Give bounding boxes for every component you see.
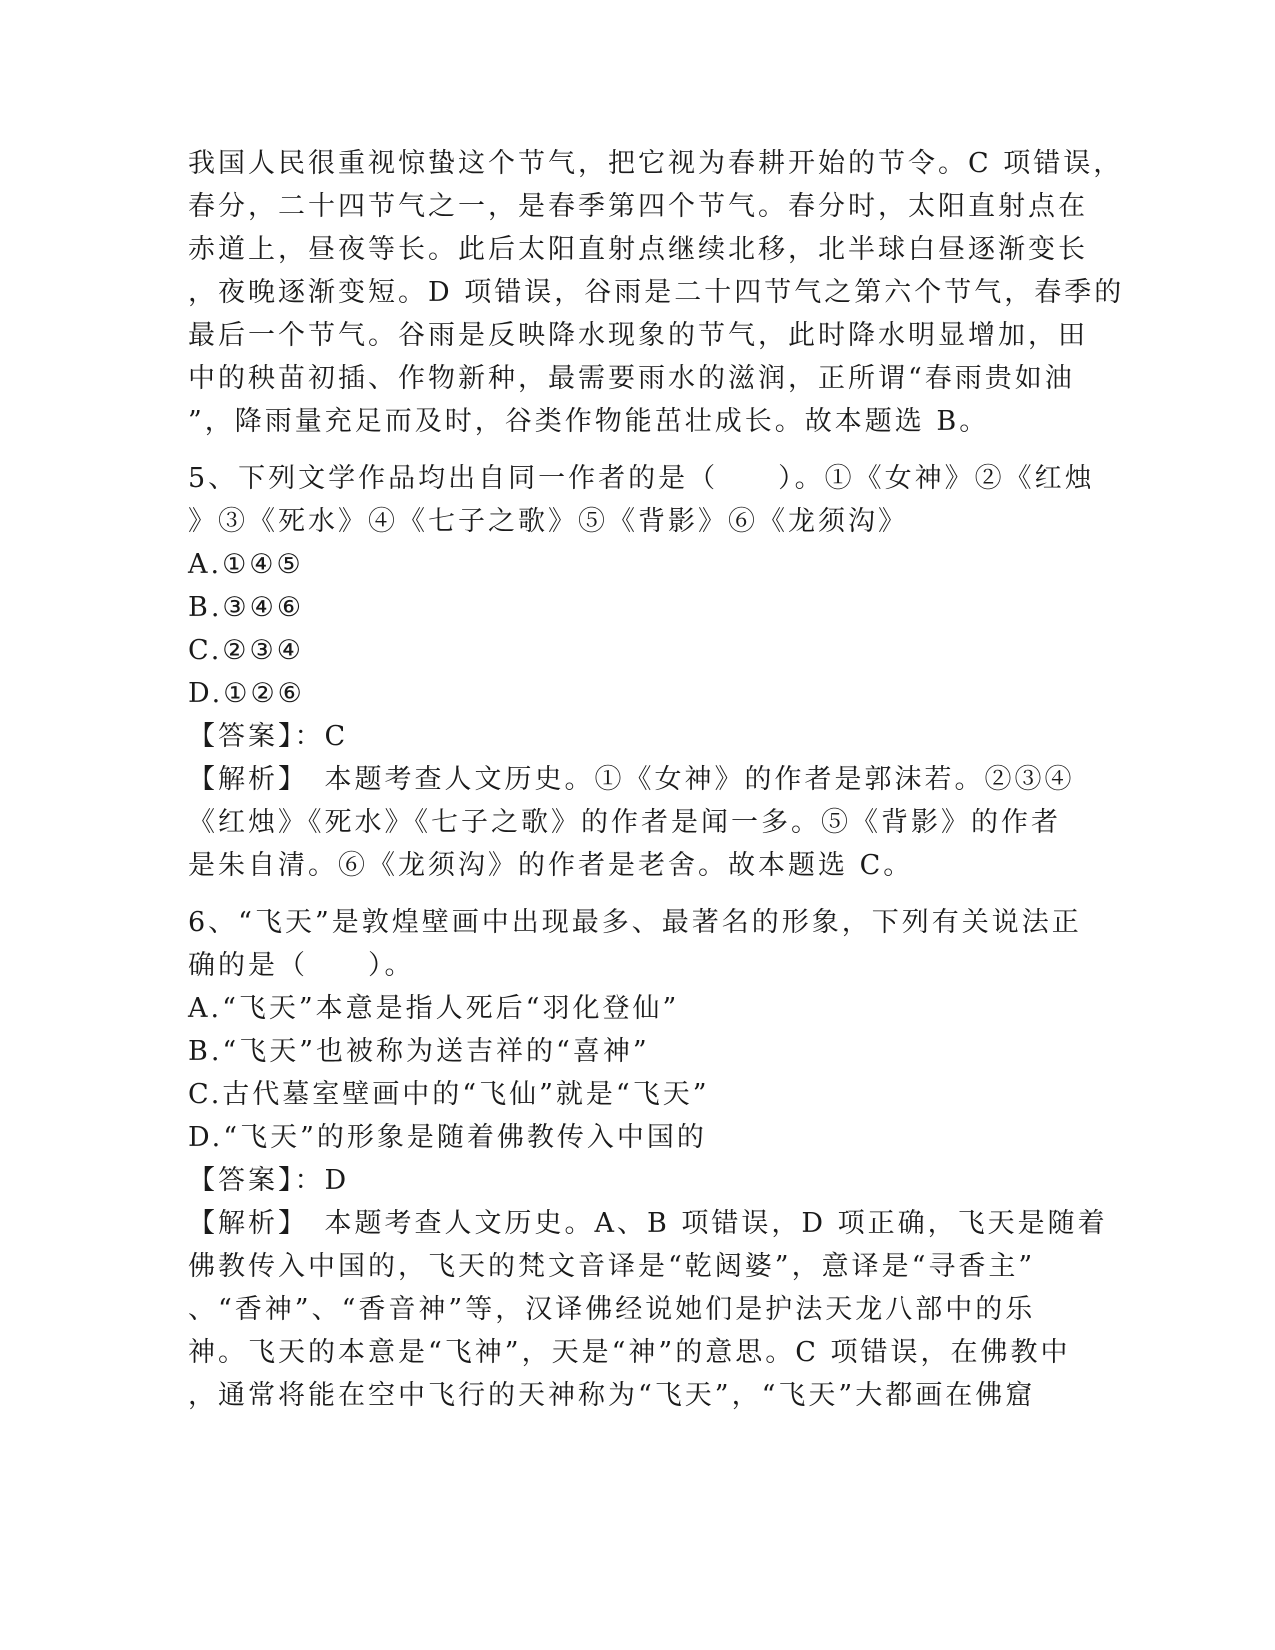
text-line: 最后一个节气。谷雨是反映降水现象的节气，此时降水明显增加，田 — [188, 320, 1088, 351]
intro-paragraph — [188, 142, 1125, 443]
answer-line: 【答案】：C — [188, 721, 349, 752]
spacer — [188, 443, 1088, 457]
option-b: B.“飞天”也被称为送吉祥的“喜神” — [188, 1036, 650, 1067]
text-line: ”，降雨量充足而及时，谷类作物能茁壮成长。故本题选 B。 — [188, 406, 990, 437]
analysis-line: 《红烛》《死水》《七子之歌》的作者是闻一多。⑤《背影》的作者 — [188, 807, 1061, 838]
option-a: A.①④⑤ — [188, 549, 304, 580]
text-line: ，夜晚逐渐变短。D 项错误，谷雨是二十四节气之第六个节气，春季的 — [188, 277, 1125, 308]
text-line: 春分，二十四节气之一，是春季第四个节气。春分时，太阳直射点在 — [188, 191, 1088, 222]
question-stem: 6、“飞天”是敦煌壁画中出现最多、最著名的形象，下列有关说法正 — [188, 907, 1082, 938]
analysis-line: 神。飞天的本意是“飞神”，天是“神”的意思。C 项错误，在佛教中 — [188, 1337, 1071, 1368]
question-stem: 确的是（ ）。 — [188, 950, 415, 981]
option-a: A.“飞天”本意是指人死后“羽化登仙” — [188, 993, 680, 1024]
question-5 — [188, 457, 1095, 887]
analysis-line: 【解析】 本题考查人文历史。A、B 项错误，D 项正确，飞天是随着 — [188, 1208, 1108, 1239]
question-6 — [188, 901, 1108, 1417]
question-stem: 5、下列文学作品均出自同一作者的是（ ）。①《女神》②《红烛 — [188, 463, 1095, 494]
analysis-line: 【解析】 本题考查人文历史。①《女神》的作者是郭沫若。②③④ — [188, 764, 1075, 795]
spacer — [188, 887, 1088, 901]
option-d: D.“飞天”的形象是随着佛教传入中国的 — [188, 1122, 707, 1153]
option-d: D.①②⑥ — [188, 678, 305, 709]
text-line: 赤道上，昼夜等长。此后太阳直射点继续北移，北半球白昼逐渐变长 — [188, 234, 1088, 265]
text-line: 中的秧苗初插、作物新种，最需要雨水的滋润，正所谓“春雨贵如油 — [188, 363, 1075, 394]
option-b: B.③④⑥ — [188, 592, 305, 623]
option-c: C.古代墓室壁画中的“飞仙”就是“飞天” — [188, 1079, 710, 1110]
question-stem: 》③《死水》④《七子之歌》⑤《背影》⑥《龙须沟》 — [188, 506, 908, 537]
analysis-line: 、“香神”、“香音神”等，汉译佛经说她们是护法天龙八部中的乐 — [188, 1294, 1036, 1325]
analysis-line: 佛教传入中国的，飞天的梵文音译是“乾闼婆”，意译是“寻香主” — [188, 1251, 1036, 1282]
analysis-line: 是朱自清。⑥《龙须沟》的作者是老舍。故本题选 C。 — [188, 850, 914, 881]
text-line: 我国人民很重视惊蛰这个节气，把它视为春耕开始的节令。C 项错误， — [188, 148, 1124, 179]
analysis-line: ，通常将能在空中飞行的天神称为“飞天”，“飞天”大都画在佛窟 — [188, 1380, 1036, 1411]
document-page — [188, 142, 1125, 1417]
option-c: C.②③④ — [188, 635, 304, 666]
answer-line: 【答案】：D — [188, 1165, 350, 1196]
